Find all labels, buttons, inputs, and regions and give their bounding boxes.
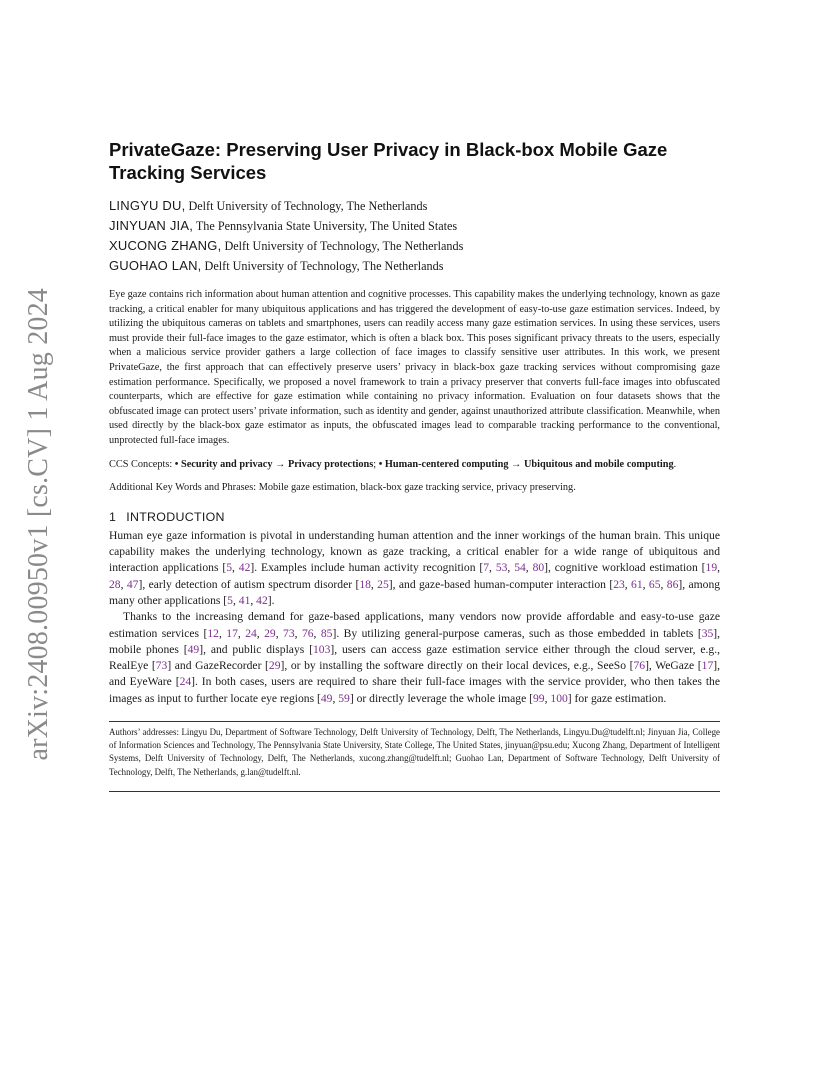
citation-link[interactable]: 54	[514, 561, 526, 575]
text-run: ] for gaze estimation.	[567, 691, 667, 705]
citation-link[interactable]: 73	[155, 659, 168, 673]
text-run: ], and EyeWare [	[109, 659, 721, 689]
author-affiliation: Delft University of Technology, The Netherlands	[224, 239, 464, 253]
citation-link[interactable]: 49	[187, 642, 200, 656]
text-run: Human eye gaze information is pivotal in understanding human attention and the inner workings of the human brain. This unique capability makes the underlying technology, known as gaze tracking, a critical enabler for a wide range of ubiquitous and interaction applications [	[109, 528, 720, 575]
citation-link[interactable]: 99	[533, 691, 545, 705]
text-run: ], early detection of autism spectrum disorder [	[138, 577, 360, 591]
citation-link[interactable]: 76	[301, 626, 314, 640]
paper-title: PrivateGaze: Preserving User Privacy in Black-box Mobile Gaze Tracking Services	[109, 139, 668, 183]
paper-page	[109, 138, 720, 792]
citation-link[interactable]: 100	[550, 691, 568, 705]
citation-link[interactable]: 12	[207, 626, 219, 640]
text-run: ], among many other applications [	[109, 577, 721, 607]
author-line	[109, 216, 720, 236]
citation-link[interactable]: 85	[320, 626, 333, 640]
citation-link[interactable]: 103	[312, 642, 331, 656]
author-name: XUCONG ZHANG,	[109, 238, 222, 253]
ccs-separator: ;	[373, 458, 379, 470]
author-line	[109, 196, 720, 216]
text-run: ], and gaze-based human-computer interaction [	[388, 577, 614, 591]
text-run: ]. Examples include human activity recognition [	[250, 561, 484, 575]
section-heading	[109, 510, 720, 524]
citation-link[interactable]: 35	[701, 626, 714, 640]
section-number: 1	[109, 509, 117, 524]
section-title: INTRODUCTION	[126, 509, 225, 524]
citation-link[interactable]: 19	[705, 561, 718, 575]
citation-link[interactable]: 53	[495, 561, 508, 575]
text-run: ].	[267, 593, 275, 607]
citation-link[interactable]: 42	[238, 561, 251, 575]
authors-addresses-footnote: Authors’ addresses: Lingyu Du, Department of Software Technology, Delft University of Technology, Delft, The Netherlands, Lingyu.Du@tudelft.nl; Jinyuan Jia, College of Information Sciences and Technology, The Pennsylvania State University, State College, The United States, jinyuan@psu.edu; Xucong Zhang, Department of Intelligent Systems, Delft University of Technology, Delft, The Netherlands, xucong.zhang@tudelft.nl; Guohao Lan, Department of Software Technology, Delft University of Technology, Delft, The Netherlands, g.lan@tudelft.nl.	[109, 726, 720, 777]
abstract: Eye gaze contains rich information about human attention and cognitive processes. This capability makes the underlying technology, known as gaze tracking, a critical enabler for many ubiquitous applications and has triggered the development of easy-to-use gaze estimation services. Indeed, by utilizing the ubiquitous cameras on tablets and smartphones, users can readily access many gaze estimation services. In using these services, users must provide their full-face images to the gaze estimator, which is often a black box. This poses significant privacy threats to the users, especially when a malicious service provider gathers a large collection of face images to classify sensitive user attributes. In this work, we present PrivateGaze, the first approach that can effectively preserve users’ privacy in black-box gaze tracking services without compromising gaze estimation performance. Specifically, we proposed a novel framework to train a privacy preserver that converts full-face images into obfuscated counterparts, which are effective for gaze estimation while containing no privacy information. Evaluation on four datasets shows that the obfuscated image can protect users’ private information, such as identity and gender, against unauthorized attribute classification. Meanwhile, when used directly by the black-box gaze estimator as inputs, the obfuscated images lead to comparable tracking performance to the conventional, unprotected full-face images.	[109, 289, 720, 446]
citation-link[interactable]: 29	[264, 626, 276, 640]
author-name: GUOHAO LAN,	[109, 258, 202, 273]
text-run: Thanks to the increasing demand for gaze-based applications, many vendors now provide affordable and easy-to-use gaze estimation services [	[109, 610, 720, 640]
citation-link[interactable]: 5	[226, 561, 233, 575]
citation-link[interactable]: 80	[532, 561, 545, 575]
citation-link[interactable]: 47	[126, 577, 139, 591]
ccs-concept: • Human-centered computing → Ubiquitous and mobile computing	[378, 458, 674, 470]
author-affiliation: Delft University of Technology, The Netherlands	[204, 259, 444, 273]
paragraph: Human eye gaze information is pivotal in understanding human attention and the inner workings of the human brain. This unique capability makes the underlying technology, known as gaze tracking, a critical enabler for a wide range of ubiquitous and interaction applications [5, 42]. Examples include human activity recognition [7, 53, 54, 80], cognitive workload estimation [19, 28, 47], early detection of autism spectrum disorder [18, 25], and gaze-based human-computer interaction [23, 61, 65, 86], among many other applications [5, 41, 42].	[109, 528, 721, 607]
keywords: Additional Key Words and Phrases: Mobile gaze estimation, black-box gaze tracking service, privacy preserving.	[109, 482, 576, 494]
citation-link[interactable]: 28	[109, 577, 121, 591]
author-name: JINYUAN JIA,	[109, 218, 194, 233]
citation-link[interactable]: 17	[226, 626, 238, 640]
ccs-end: .	[673, 458, 677, 470]
ccs-label: CCS Concepts:	[109, 458, 175, 470]
citation-link[interactable]: 65	[648, 577, 661, 591]
citation-link[interactable]: 59	[338, 691, 350, 705]
text-run: ] or directly leverage the whole image [	[349, 691, 533, 705]
text-run: ], mobile phones [	[109, 626, 721, 656]
author-affiliation: Delft University of Technology, The Netherlands	[188, 199, 428, 213]
bottom-rule	[109, 791, 720, 792]
ccs-concept: • Security and privacy → Privacy protections	[174, 458, 374, 470]
citation-link[interactable]: 73	[283, 626, 295, 640]
citation-link[interactable]: 29	[268, 659, 281, 673]
text-run: ], and public displays [	[199, 642, 313, 656]
citation-link[interactable]: 61	[631, 577, 643, 591]
citation-link[interactable]: 7	[483, 561, 490, 575]
author-line	[109, 256, 720, 276]
paragraph: Thanks to the increasing demand for gaze-based applications, many vendors now provide affordable and easy-to-use gaze estimation services [12, 17, 24, 29, 73, 76, 85]. By utilizing general-purpose cameras, such as those embedded in tablets [35], mobile phones [49], and public displays [103], users can access gaze estimation service either through the cloud server, e.g., RealEye [73] and GazeRecorder [29], or by installing the software directly on their local devices, e.g., SeeSo [76], WeGaze [17], and EyeWare [24]. In both cases, users are required to share their full-face images with the service provider, who then takes the images as input to further locate eye regions [49, 59] or directly leverage the whole image [99, 100] for gaze estimation.	[109, 610, 721, 705]
ccs-concepts	[109, 458, 720, 473]
citation-link[interactable]: 25	[377, 577, 389, 591]
citation-link[interactable]: 86	[666, 577, 679, 591]
author-name: LINGYU DU,	[109, 198, 186, 213]
citation-link[interactable]: 5	[227, 593, 233, 607]
footnote-rule	[109, 721, 720, 722]
text-run: ] and GazeRecorder [	[167, 659, 269, 673]
text-run: ], WeGaze [	[645, 659, 702, 673]
citation-link[interactable]: 17	[701, 659, 714, 673]
arxiv-stamp-text: arXiv:2408.00950v1 [cs.CV] 1 Aug 2024	[23, 287, 54, 761]
citation-link[interactable]: 24	[245, 626, 257, 640]
text-run: ], users can access gaze estimation service either through the cloud server, e.g., RealEye [	[109, 642, 721, 673]
text-run: ], or by installing the software directly on their local devices, e.g., SeeSo [	[280, 659, 634, 673]
citation-link[interactable]: 18	[359, 577, 371, 591]
text-run: ]. By utilizing general-purpose cameras, such as those embedded in tablets [	[332, 626, 702, 640]
citation-link[interactable]: 76	[633, 659, 646, 673]
author-affiliation: The Pennsylvania State University, The United States	[195, 219, 458, 233]
citation-link[interactable]: 41	[238, 593, 251, 607]
citation-link[interactable]: 49	[320, 691, 333, 705]
arxiv-stamp	[22, 287, 56, 761]
text-run: ]. In both cases, users are required to share their full-face images with the service provider, who then takes the images as input to further locate eye regions [	[109, 675, 720, 705]
citation-link[interactable]: 24	[179, 675, 192, 689]
author-line	[109, 236, 720, 256]
citation-link[interactable]: 23	[613, 577, 625, 591]
text-run: ], cognitive workload estimation [	[544, 561, 706, 575]
citation-link[interactable]: 42	[256, 593, 268, 607]
author-list	[109, 196, 720, 276]
